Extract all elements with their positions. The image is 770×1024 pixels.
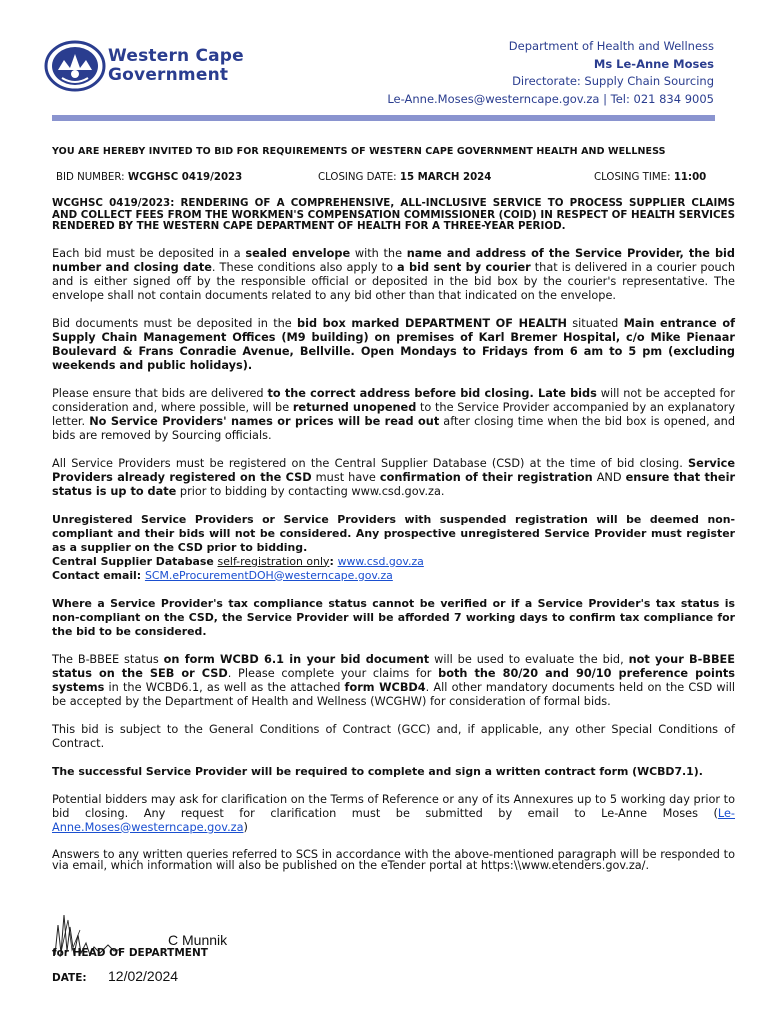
paragraph-bbbee: The B-BBEE status on form WCBD 6.1 in your bid document will be used to evaluate the bid, not your B-BBEE status on the SEB or CSD. Please complete your claims for both the 80/20 and 90/10 preference points systems in the WCBD6.1, as well as the attached form WCBD4. All other mandatory documents held on the CSD will be accepted by the Department of Health and Wellness (WCGHW) for consideration of formal bids. (52, 652, 735, 708)
western-cape-coat-of-arms-logo (44, 40, 106, 92)
invitation-heading: YOU ARE HEREBY INVITED TO BID FOR REQUIREMENTS OF WESTERN CAPE GOVERNMENT HEALTH AND WELLNESS (52, 146, 666, 157)
contact-email-line: Contact email: SCM.eProcurementDOH@westerncape.gov.za (52, 568, 393, 582)
date-label: DATE: (52, 972, 87, 984)
paragraph-csd-registration: All Service Providers must be registered on the Central Supplier Database (CSD) at the time of bid closing. Service Providers already registered on the CSD must have confirmation of their registration AND ensure that their status is up to date prior to bidding by contacting www.csd.gov.za. (52, 456, 736, 498)
paragraph-delivery: Please ensure that bids are delivered to the correct address before bid closing. Late bids will not be accepted for consideration and, where possible, will be returned unopened to the Service Provider accompanied by an explanatory letter. No Service Providers' names or prices will be read out after closing time when the bid box is opened, and bids are removed by Sourcing officials. (52, 386, 736, 442)
logo-line-1: Western Cape (108, 46, 244, 66)
csd-link[interactable]: www.csd.gov.za (337, 554, 424, 568)
logo-wordmark (108, 47, 244, 85)
contact-name: Ms Le-Anne Moses (593, 56, 714, 71)
closing-time: CLOSING TIME: 11:00 (594, 172, 707, 183)
signature-date: 12/02/2024 (108, 968, 179, 984)
paragraph-unregistered (52, 513, 735, 583)
paragraph-clarification: Potential bidders may ask for clarification on the Terms of Reference or any of its Annexures up to 5 working day prior to bid closing. Any request for clarification must be submitted by email to Le-Anne Moses (Le-Anne.Moses@westerncape.gov.za) (52, 792, 735, 834)
document-body (52, 145, 735, 872)
bid-info-line (52, 171, 735, 185)
signatory-role: for HEAD OF DEPARTMENT (52, 947, 208, 959)
paragraph-gcc: This bid is subject to the General Conditions of Contract (GCC) and, if applicable, any other Special Conditions of Contract. (52, 722, 735, 750)
paragraph-answers: Answers to any written queries referred to SCS in accordance with the above-mentioned paragraph will be responded to via email, which information will also be published on the eTender portal at https:\\www.etenders.gov.za/. (52, 847, 735, 872)
paragraph-tax-compliance: Where a Service Provider's tax compliance status cannot be verified or if a Service Provider's tax status is non-compliant on the CSD, the Service Provider will be afforded 7 working days to confirm tax compliance for the bid to be considered. (52, 596, 735, 638)
department-name: Department of Health and Wellness (508, 39, 714, 53)
eprocurement-email-link[interactable]: SCM.eProcurementDOH@westerncape.gov.za (144, 568, 393, 582)
paragraph-sealed-envelope: Each bid must be deposited in a sealed envelope with the name and address of the Service Provider, the bid number and closing date. These conditions also apply to a bid sent by courier that is delivered in a courier pouch and is either signed off by the responsible official or deposited in the bid box by the courier's representative. The envelope shall not contain documents related to any bid other than that indicated on the envelope. (52, 246, 736, 302)
signatory-name: C Munnik (168, 932, 228, 948)
clarification-email-link[interactable]: Le-Anne.Moses@westerncape.gov.za (52, 806, 735, 834)
contact-block (387, 38, 714, 108)
unregistered-text: Unregistered Service Providers or Service Providers with suspended registration will be deemed non-compliant and their bids will not be considered. Any prospective unregistered Service Provider must register as a supplier on the CSD prior to bidding. (52, 512, 735, 554)
csd-line: Central Supplier Database self-registration only: www.csd.gov.za (52, 554, 424, 568)
bid-number: BID NUMBER: WCGHSC 0419/2023 (56, 172, 243, 183)
directorate: Directorate: Supply Chain Sourcing (512, 74, 714, 88)
paragraph-bid-box: Bid documents must be deposited in the bid box marked DEPARTMENT OF HEALTH situated Main entrance of Supply Chain Management Offices (M9 building) on premises of Karl Bremer Hospital, c/o Mike Pienaar Boulevard & Frans Conradie Avenue, Bellville. Open Mondays to Fridays from 6 am to 5 pm (excluding weekends and public holidays). (52, 316, 735, 372)
paragraph-contract: The successful Service Provider will be required to complete and sign a written contract form (WCBD7.1). (52, 764, 703, 778)
contact-email-tel: Le-Anne.Moses@westerncape.gov.za | Tel: 021 834 9005 (387, 91, 714, 106)
logo-line-2: Government (108, 65, 229, 85)
bid-title: WCGHSC 0419/2023: RENDERING OF A COMPREHENSIVE, ALL-INCLUSIVE SERVICE TO PROCESS SUPPLIER CLAIMS AND COLLECT FEES FROM THE WORKMEN'S COMPENSATION COMMISSIONER (COID) IN RESPECT OF HEALTH SERVICES RENDERED BY THE WESTERN CAPE DEPARTMENT OF HEALTH FOR A THREE-YEAR PERIOD. (52, 197, 735, 232)
closing-date: CLOSING DATE: 15 MARCH 2024 (318, 172, 492, 183)
header-divider (52, 115, 715, 121)
